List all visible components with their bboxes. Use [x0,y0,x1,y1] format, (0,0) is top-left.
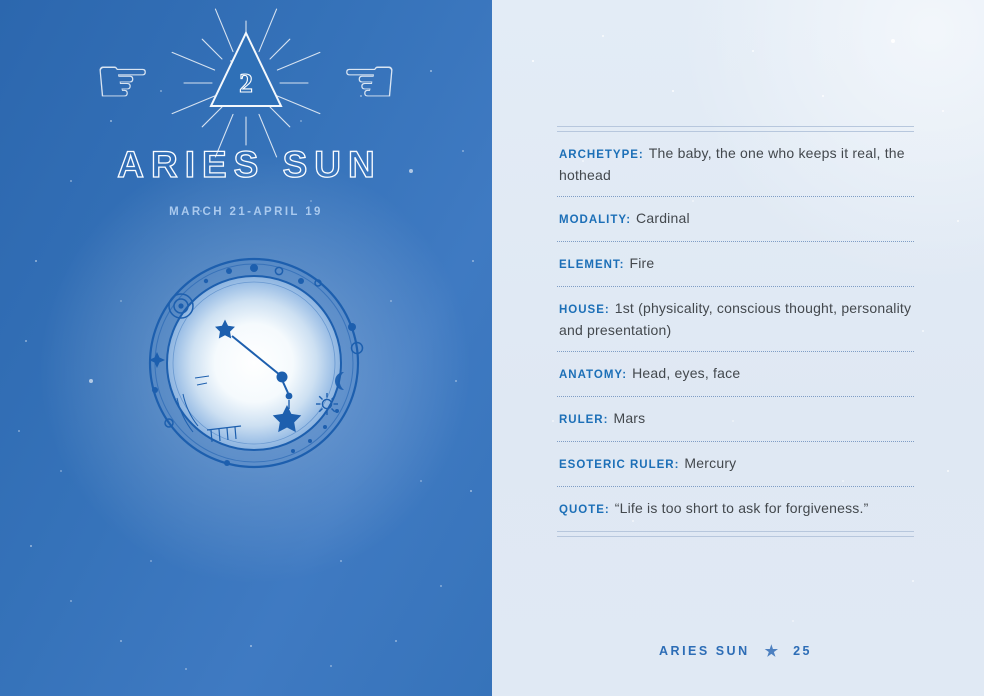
pointing-hand-right-icon: ☜ [340,45,398,119]
starfield-right [492,0,494,2]
page-number: 25 [793,644,812,658]
attribute-label: MODALITY: [559,214,632,226]
attribute-label: RULER: [559,414,609,426]
attribute-row-element [557,242,914,287]
aries-constellation-icon [143,252,365,474]
attribute-value: Mercury [684,455,737,471]
right-page [492,0,984,696]
attribute-label: QUOTE: [559,504,610,516]
attribute-label: ESOTERIC RULER: [559,459,680,471]
attribute-value: Head, eyes, face [632,365,741,381]
pointing-hand-left-icon: ☞ [94,45,152,119]
attribute-label: HOUSE: [559,304,610,316]
attribute-row-anatomy [557,352,914,397]
attribute-row-archetype [557,132,914,197]
attribute-value: Fire [629,255,655,271]
attribute-row-modality [557,197,914,242]
bottom-rule [557,531,914,537]
chapter-ornament [0,20,492,146]
date-range: MARCH 21-APRIL 19 [169,206,323,218]
attribute-value: 1st (physicality, conscious thought, personality and presentation) [559,300,912,338]
attribute-list [557,126,914,537]
page-footer [557,642,914,660]
attribute-value: “Life is too short to ask for forgiveness.” [614,500,869,516]
attribute-label: ANATOMY: [559,369,628,381]
attribute-label: ARCHETYPE: [559,149,644,161]
page-title: ARIES SUN [117,144,382,185]
chapter-number: 2 [239,68,253,98]
attribute-value: Cardinal [636,210,690,226]
attribute-row-esoteric-ruler [557,442,914,487]
starfield-left [0,0,2,2]
attribute-value: The baby, the one who keeps it real, the hothead [559,145,905,183]
chapter-triangle-icon [208,30,284,110]
star-icon: ★ [764,643,779,660]
attribute-row-house [557,287,914,352]
attribute-row-quote [557,487,914,531]
attribute-label: ELEMENT: [559,259,625,271]
attribute-value: Mars [613,410,646,426]
footer-title: ARIES SUN [659,644,750,658]
attribute-row-ruler [557,397,914,442]
